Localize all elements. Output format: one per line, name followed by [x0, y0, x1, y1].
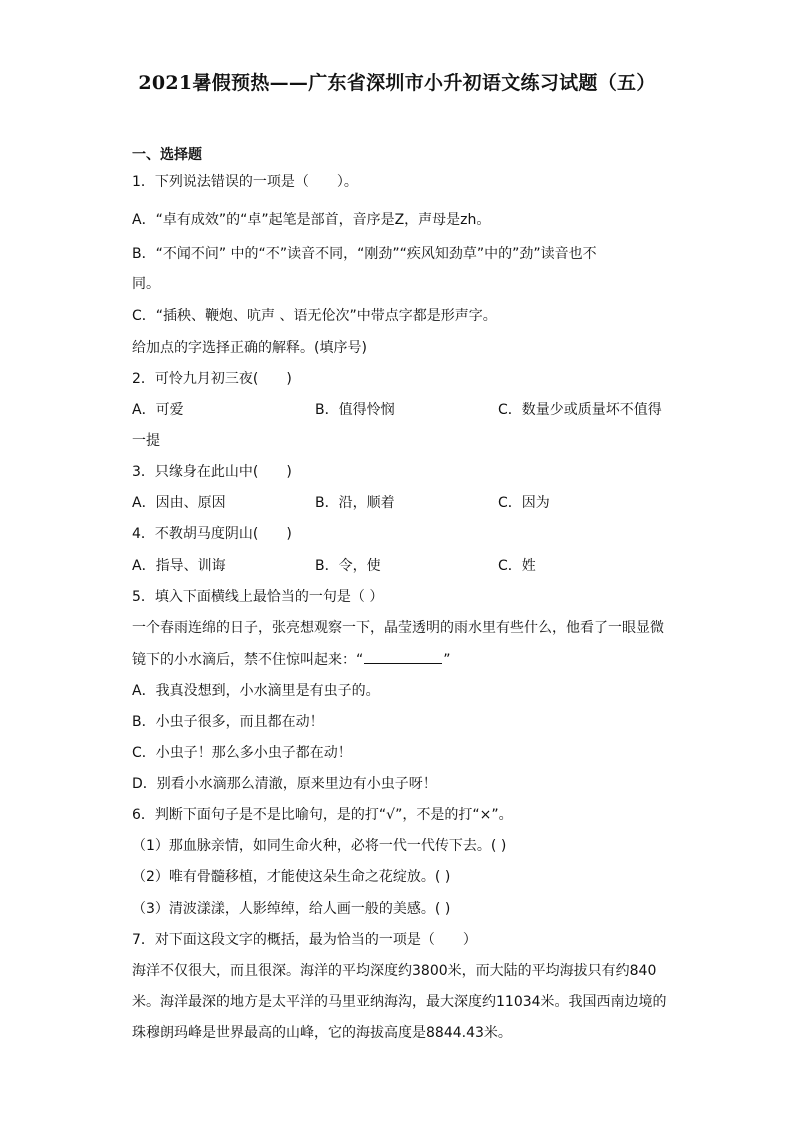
- question-1-option-a: A．“卓有成效”的“卓”起笔是部首，音序是Z，声母是zh。: [132, 212, 491, 228]
- question-2-option-c-cont: 一提: [132, 433, 160, 449]
- question-5-passage-cont: [132, 649, 672, 670]
- question-3-option-a: A．因由、原因: [132, 495, 226, 511]
- question-4-option-b: B．令，使: [315, 558, 381, 574]
- passage-text: 镜下的小水滴后，禁不住惊叫起来：“: [132, 652, 364, 668]
- question-4-stem: 4．不教胡马度阴山( ): [132, 526, 292, 542]
- question-7-passage-1: 海洋不仅很大，而且很深。海洋的平均深度约3800米，而大陆的平均海拔只有约840: [132, 963, 657, 979]
- question-7-passage-3: 珠穆朗玛峰是世界最高的山峰，它的海拔高度是8844.43米。: [132, 1025, 512, 1041]
- question-5-stem: 5．填入下面横线上最恰当的一句是（ ）: [132, 589, 384, 605]
- question-6-stem: 6．判断下面句子是不是比喻句，是的打“√”，不是的打“×”。: [132, 807, 513, 823]
- question-5-option-d: D．别看小水滴那么清澈，原来里边有小虫子呀！: [132, 776, 437, 792]
- question-7-passage-2: 米。海洋最深的地方是太平洋的马里亚纳海沟，最大深度约11034米。我国西南边境的: [132, 994, 667, 1010]
- question-2-option-b: B．值得怜悯: [315, 402, 395, 418]
- question-5-option-c: C．小虫子！那么多小虫子都在动！: [132, 745, 352, 761]
- question-2-option-c: C．数量少或质量坏不值得: [498, 402, 662, 418]
- question-3-option-c: C．因为: [498, 495, 550, 511]
- question-1-stem: 1．下列说法错误的一项是（ ）。: [132, 174, 358, 190]
- page-title: 2021暑假预热——广东省深圳市小升初语文练习试题（五）: [138, 72, 656, 94]
- question-1-option-c: C．“插秧、鞭炮、吭声 、语无伦次”中带点字都是形声字。: [132, 308, 497, 324]
- question-4-option-c: C．姓: [498, 558, 536, 574]
- question-3-stem: 3．只缘身在此山中( ): [132, 464, 292, 480]
- question-3-option-b: B．沿，顺着: [315, 495, 395, 511]
- question-1-option-b: B．“不闻不问” 中的“不”读音不同，“刚劲”“疾风知劲草”中的”劲”读音也不: [132, 246, 597, 262]
- question-7-stem: 7．对下面这段文字的概括，最为恰当的一项是（ ）: [132, 932, 477, 948]
- question-5-passage: 一个春雨连绵的日子，张亮想观察一下，晶莹透明的雨水里有些什么，他看了一眼显微: [132, 620, 664, 636]
- question-6-sentence-2: （2）唯有骨髓移植，才能使这朵生命之花绽放。( ): [132, 869, 451, 885]
- instruction-text: 给加点的字选择正确的解释。(填序号): [132, 340, 367, 356]
- question-5-option-b: B．小虫子很多，而且都在动！: [132, 714, 324, 730]
- question-5-option-a: A．我真没想到，小水滴里是有虫子的。: [132, 683, 380, 699]
- question-6-sentence-3: （3）清波漾漾，人影绰绰，给人画一般的美感。( ): [132, 901, 451, 917]
- section-heading: 一、选择题: [132, 147, 202, 163]
- question-4-option-a: A．指导、训诲: [132, 558, 226, 574]
- question-6-sentence-1: （1）那血脉亲情，如同生命火种，必将一代一代传下去。( ): [132, 838, 507, 854]
- question-1-option-b-cont: 同。: [132, 276, 160, 292]
- answer-blank[interactable]: [364, 649, 442, 664]
- closing-quote: ”: [443, 652, 451, 668]
- question-2-option-a: A．可爱: [132, 402, 184, 418]
- question-2-stem: 2．可怜九月初三夜( ): [132, 371, 292, 387]
